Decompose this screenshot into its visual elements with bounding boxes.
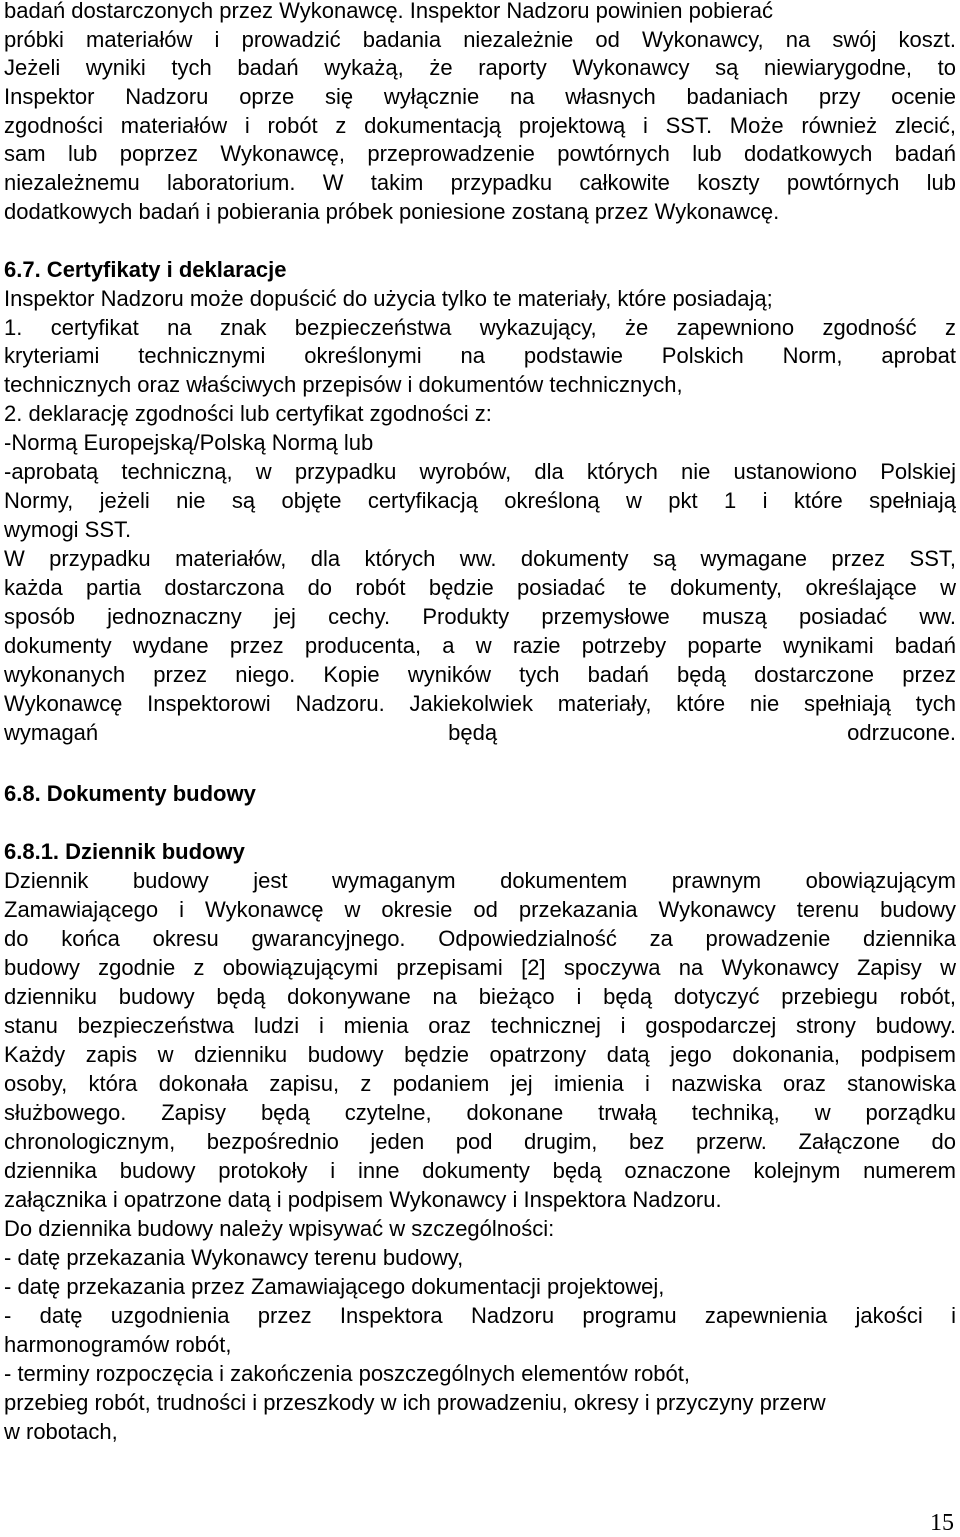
text-line: załącznika i opatrzone datą i podpisem Wykonawcy i Inspektora Nadzoru. [4,1187,722,1212]
text-line: Każdy zapis w dzienniku budowy będzie opatrzony datą jego dokonania, podpisem [4,1042,956,1067]
text-line: badań dostarczonych przez Wykonawcę. Inspektor Nadzoru powinien pobierać [4,0,774,23]
text-line: dzienniku budowy będą dokonywane na bieżąco i będą dotyczyć przebiegu robót, [4,984,956,1009]
text-line: sam lub poprzez Wykonawcę, przeprowadzenie powtórnych lub dodatkowych badań [4,141,956,166]
text-line: Wykonawcę Inspektorowi Nadzoru. Jakiekolwiek materiały, które nie spełniają tych [4,691,956,716]
text-line: dokumenty wydane przez producenta, a w razie potrzeby poparte wynikami badań [4,633,956,658]
section-heading-6-8-1: 6.8.1. Dziennik budowy [4,839,245,864]
text-line: dziennika budowy protokoły i inne dokumenty będą oznaczone kolejnym numerem [4,1158,956,1183]
text-line: sposób jednoznaczny jej cechy. Produkty przemysłowe muszą posiadać ww. [4,604,956,629]
text-line: -aprobatą techniczną, w przypadku wyrobów, dla których nie ustanowiono Polskiej [4,459,956,484]
text-line: wymagań będą odrzucone. [4,720,956,745]
text-line: -Normą Europejską/Polską Normą lub [4,430,374,455]
text-line: wymogi SST. [4,517,132,542]
text-line: do końca okresu gwarancyjnego. Odpowiedzialność za prowadzenie dziennika [4,926,956,951]
text-line: w robotach, [4,1419,118,1444]
text-line: 1. certyfikat na znak bezpieczeństwa wykazujący, że zapewniono zgodność z [4,315,956,340]
text-line: Zamawiającego i Wykonawcę w okresie od przekazania Wykonawcy terenu budowy [4,897,956,922]
text-line: Inspektor Nadzoru oprze się wyłącznie na własnych badaniach przy ocenie [4,84,956,109]
text-line: wykonanych przez niego. Kopie wyników tych badań będą dostarczone przez [4,662,956,687]
text-line: niezależnemu laboratorium. W takim przypadku całkowite koszty powtórnych lub [4,170,956,195]
text-line: zgodności materiałów i robót z dokumentacją projektową i SST. Może również zlecić, [4,113,956,138]
section-heading-6-8: 6.8. Dokumenty budowy [4,781,256,806]
list-item: - terminy rozpoczęcia i zakończenia poszczególnych elementów robót, [4,1361,690,1386]
text-line: służbowego. Zapisy będą czytelne, dokonane trwałą techniką, w porządku [4,1100,956,1125]
text-line: próbki materiałów i prowadzić badania niezależnie od Wykonawcy, na swój koszt. [4,27,956,52]
text-line: W przypadku materiałów, dla których ww. dokumenty są wymagane przez SST, [4,546,956,571]
text-line: stanu bezpieczeństwa ludzi i mienia oraz technicznej i gospodarczej strony budowy. [4,1013,956,1038]
text-line: przebieg robót, trudności i przeszkody w ich prowadzeniu, okresy i przyczyny przerw [4,1390,826,1415]
text-line: Do dziennika budowy należy wpisywać w szczególności: [4,1216,555,1241]
text-line: kryteriami technicznymi określonymi na podstawie Polskich Norm, aprobat [4,343,956,368]
section-heading-6-7: 6.7. Certyfikaty i deklaracje [4,257,287,282]
text-line: chronologicznym, bezpośrednio jeden pod drugim, bez przerw. Załączone do [4,1129,956,1154]
list-item: - datę przekazania Wykonawcy terenu budowy, [4,1245,464,1270]
text-line: osoby, która dokonała zapisu, z podaniem jej imienia i nazwiska oraz stanowiska [4,1071,956,1096]
text-line: Inspektor Nadzoru może dopuścić do użycia tylko te materiały, które posiadają; [4,286,773,311]
text-line: każda partia dostarczona do robót będzie posiadać te dokumenty, określające w [4,575,956,600]
page-number: 15 [930,1510,954,1536]
text-line: harmonogramów robót, [4,1332,232,1357]
text-line: Normy, jeżeli nie są objęte certyfikacją określoną w pkt 1 i które spełniają [4,488,956,513]
text-line: dodatkowych badań i pobierania próbek poniesione zostaną przez Wykonawcę. [4,199,780,224]
text-line: budowy zgodnie z obowiązującymi przepisami [2] spoczywa na Wykonawcy Zapisy w [4,955,956,980]
list-item: - datę przekazania przez Zamawiającego dokumentacji projektowej, [4,1274,665,1299]
list-item: - datę uzgodnienia przez Inspektora Nadzoru programu zapewnienia jakości i [4,1303,956,1328]
text-line: 2. deklarację zgodności lub certyfikat zgodności z: [4,401,492,426]
text-line: Jeżeli wyniki tych badań wykażą, że raporty Wykonawcy są niewiarygodne, to [4,55,956,80]
text-line: Dziennik budowy jest wymaganym dokumentem prawnym obowiązującym [4,868,956,893]
text-line: technicznych oraz właściwych przepisów i dokumentów technicznych, [4,372,683,397]
